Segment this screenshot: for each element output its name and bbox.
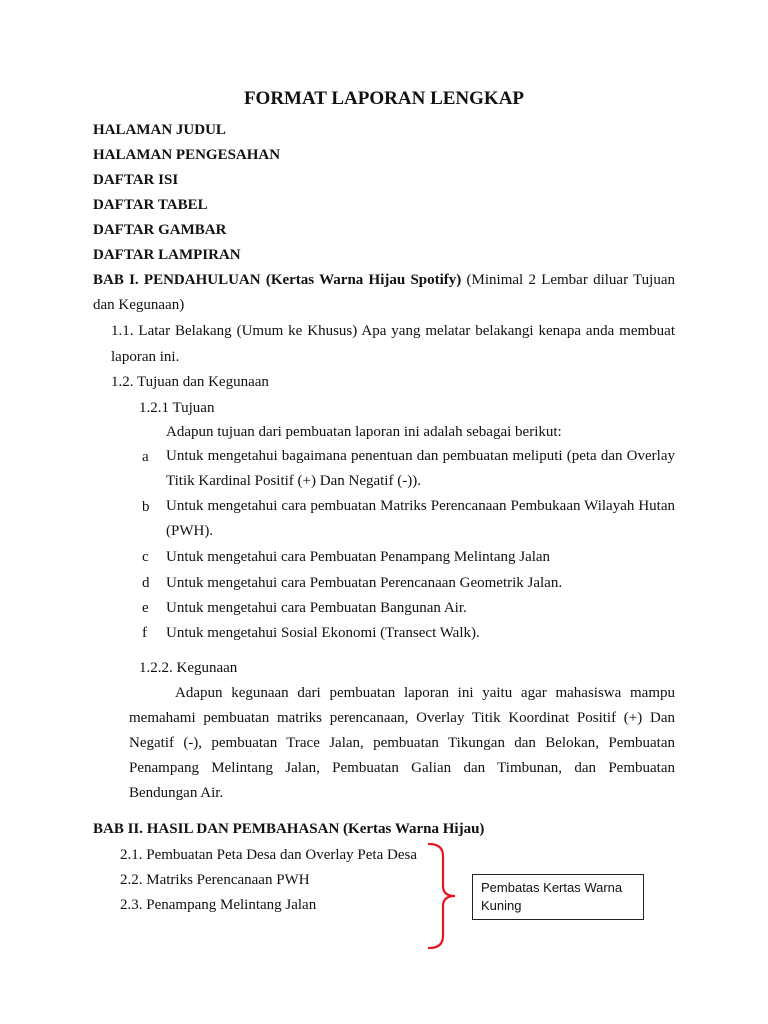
tujuan-item-a: Untuk mengetahui bagaimana penentuan dan pembuatan meliputi (peta dan Overlay Titik Kardinal Positif (+) Dan Negatif (-)). (166, 448, 675, 489)
callout-text: Pembatas Kertas Warna Kuning (481, 880, 623, 913)
front-matter-halaman-judul: HALAMAN JUDUL (93, 122, 226, 138)
front-matter-halaman-pengesahan: HALAMAN PENGESAHAN (93, 147, 281, 163)
tujuan-item-f: Untuk mengetahui Sosial Ekonomi (Transect Walk). (166, 625, 480, 641)
bab1-heading-paragraph (93, 268, 675, 318)
document-title: FORMAT LAPORAN LENGKAP (243, 88, 525, 109)
tujuan-item-c-marker: c (142, 549, 149, 565)
tujuan-item-e-marker: e (142, 600, 149, 616)
tujuan-item-d-marker: d (142, 575, 150, 591)
tujuan-item-b: Untuk mengetahui cara pembuatan Matriks Perencanaan Pembukaan Wilayah Hutan (PWH). (166, 498, 675, 539)
bab1-note: (Minimal 2 Lembar diluar Tujuan dan Kegunaan) (93, 272, 676, 313)
tujuan-item-f-marker: f (142, 625, 147, 641)
front-matter-daftar-gambar: DAFTAR GAMBAR (93, 222, 227, 238)
section-1-2-1: 1.2.1 Tujuan (139, 400, 215, 416)
section-2-3: 2.3. Penampang Melintang Jalan (120, 897, 317, 913)
tujuan-item-c: Untuk mengetahui cara Pembuatan Penampang Melintang Jalan (166, 549, 551, 565)
kegunaan-paragraph: Adapun kegunaan dari pembuatan laporan ini yaitu agar mahasiswa mampu memahami pembuatan matriks perencanaan, Overlay Titik Koordinat Positif (+) Dan Negatif (-), pembuatan Trace Jalan, pembuatan Tikungan dan Belokan, Pembuatan Penampang Melintang Jalan, Pembuatan Galian dan Timbunan, dan Pembuatan Bendungan Air. (129, 685, 675, 801)
front-matter-daftar-lampiran: DAFTAR LAMPIRAN (93, 247, 241, 263)
tujuan-item-a-marker: a (142, 449, 149, 465)
bab2-heading: BAB II. HASIL DAN PEMBAHASAN (Kertas Warna Hijau) (93, 821, 485, 837)
tujuan-item-d: Untuk mengetahui cara Pembuatan Perencanaan Geometrik Jalan. (166, 575, 563, 591)
red-curly-brace (425, 842, 465, 952)
tujuan-intro: Adapun tujuan dari pembuatan laporan ini adalah sebagai berikut: (166, 424, 562, 440)
section-1-2: 1.2. Tujuan dan Kegunaan (111, 374, 269, 390)
tujuan-item-b-marker: b (142, 499, 150, 515)
tujuan-item-e: Untuk mengetahui cara Pembuatan Bangunan Air. (166, 600, 467, 616)
front-matter-daftar-isi: DAFTAR ISI (93, 172, 179, 188)
section-1-2-2: 1.2.2. Kegunaan (139, 660, 238, 676)
section-2-1: 2.1. Pembuatan Peta Desa dan Overlay Peta Desa (120, 847, 417, 863)
section-2-2: 2.2. Matriks Perencanaan PWH (120, 872, 310, 888)
callout-box (472, 874, 644, 920)
bab1-heading: BAB I. PENDAHULUAN (Kertas Warna Hijau Spotify) (93, 272, 462, 288)
front-matter-daftar-tabel: DAFTAR TABEL (93, 197, 208, 213)
section-1-1: 1.1. Latar Belakang (Umum ke Khusus) Apa yang melatar belakangi kenapa anda membuat laporan ini. (111, 323, 675, 365)
